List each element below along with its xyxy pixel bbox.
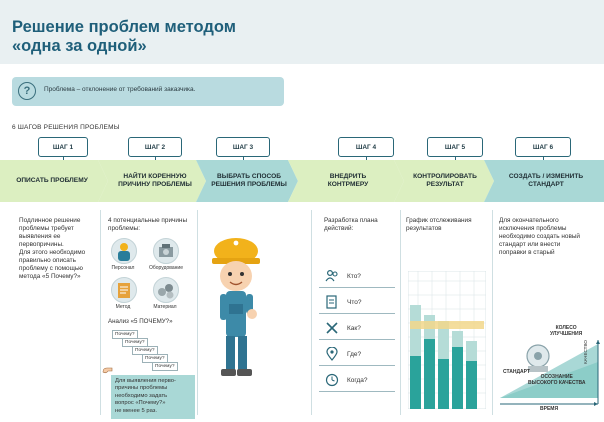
question-icon: ? xyxy=(18,82,36,100)
chart-bar xyxy=(438,359,449,409)
definition-text: Проблема – отклонение от требований заказчика. xyxy=(44,86,196,93)
material-icon xyxy=(153,277,179,303)
five-whys-title: Анализ «5 ПОЧЕМУ?» xyxy=(108,318,173,325)
question-underline xyxy=(319,339,395,340)
why-note-1: Почему? xyxy=(112,330,138,339)
steps-heading: 6 ШАГОВ РЕШЕНИЯ ПРОБЛЕМЫ xyxy=(12,124,120,131)
question-who-label: Кто? xyxy=(347,273,361,280)
question-underline xyxy=(319,287,395,288)
question-underline xyxy=(319,391,395,392)
clock-icon xyxy=(325,373,339,387)
step-2-intro: 4 потенциальные причины проблемы: xyxy=(108,217,188,232)
step-5-intro: График отслеживания результатов xyxy=(406,217,472,232)
five-whys-note: Для выявления перво- причины проблемы необходимо задать вопрос «Почему?» не менее 5 раз. xyxy=(111,375,195,419)
step-4-label: ВНЕДРИТЬ КОНТРМЕРУ xyxy=(327,173,369,188)
step-5-label: КОНТРОЛИРОВАТЬ РЕЗУЛЬТАТ xyxy=(413,173,477,188)
results-tracking-chart xyxy=(408,271,486,409)
why-note-4: Почему? xyxy=(142,354,168,363)
why-note-3: Почему? xyxy=(132,346,158,355)
step-6-tab: ШАГ 6 xyxy=(515,137,571,157)
page-title-line2: «одна за одной» xyxy=(12,37,147,55)
question-row-who xyxy=(319,269,399,291)
awareness-label: ОСОЗНАНИЕ ВЫСОКОГО КАЧЕСТВА xyxy=(528,374,586,386)
quality-axis-label: КАЧЕСТВО xyxy=(583,340,588,364)
chart-bar xyxy=(410,356,421,409)
step-2-label: НАЙТИ КОРЕННУЮ ПРИЧИНУ ПРОБЛЕМЫ xyxy=(118,173,192,188)
column-divider xyxy=(492,210,493,415)
step-3-tab: ШАГ 3 xyxy=(216,137,270,157)
definition-box xyxy=(12,77,284,106)
worker-illustration xyxy=(205,236,267,382)
time-axis-label: ВРЕМЯ xyxy=(540,406,559,412)
question-when-label: Когда? xyxy=(347,377,368,384)
cause-method-label: Метод xyxy=(115,304,131,310)
step-5-tab: ШАГ 5 xyxy=(427,137,483,157)
wheel-label: КОЛЕСО УЛУЧШЕНИЯ xyxy=(550,325,583,337)
cause-personnel-label: Персонал xyxy=(111,265,135,271)
column-divider xyxy=(311,210,312,415)
question-underline xyxy=(319,365,395,366)
method-icon xyxy=(111,277,137,303)
chart-bar xyxy=(466,361,477,409)
personnel-icon xyxy=(111,238,137,264)
question-row-what xyxy=(319,295,399,317)
question-where-label: Где? xyxy=(347,351,362,358)
why-note-5: Почему? xyxy=(152,362,178,371)
document-icon xyxy=(325,295,339,309)
why-note-2: Почему? xyxy=(122,338,148,347)
step-6-label: СОЗДАТЬ / ИЗМЕНИТЬ СТАНДАРТ xyxy=(508,173,584,188)
question-how-label: Как? xyxy=(347,325,361,332)
chart-bar xyxy=(424,339,435,409)
equipment-icon xyxy=(153,238,179,264)
page-title-line1: Решение проблем методом xyxy=(12,18,236,36)
column-divider xyxy=(197,210,198,415)
cause-material-label: Материал xyxy=(153,304,177,310)
location-pin-icon xyxy=(325,347,339,361)
chart-target-band xyxy=(410,321,484,329)
question-row-how xyxy=(319,321,399,343)
column-divider xyxy=(400,210,401,415)
step-4-intro: Разработка плана действий: xyxy=(324,217,378,232)
step-2-tab: ШАГ 2 xyxy=(128,137,182,157)
step-4-tab: ШАГ 4 xyxy=(338,137,394,157)
question-what-label: Что? xyxy=(347,299,362,306)
step-3-label: ВЫБРАТЬ СПОСОБ РЕШЕНИЯ ПРОБЛЕМЫ xyxy=(211,173,287,188)
step-1-description: Подлинное решение проблемы требует выявления ее первопричины. Для этого необходимо правильно описать проблему с помощью метода «5 Почему?» xyxy=(19,217,86,280)
chart-bar xyxy=(452,347,463,409)
tools-icon xyxy=(325,321,339,335)
people-icon xyxy=(325,269,339,283)
page-title xyxy=(12,18,236,56)
question-row-when xyxy=(319,373,399,395)
step-6-intro: Для окончательного исключения проблемы необходимо создать новый стандарт или внести поправки в старый xyxy=(499,217,580,256)
step-1-label: ОПИСАТЬ ПРОБЛЕМУ xyxy=(16,177,88,184)
column-divider xyxy=(100,210,101,415)
question-underline xyxy=(319,313,395,314)
cause-equipment-label: Оборудование xyxy=(148,265,183,271)
question-row-where xyxy=(319,347,399,369)
step-1-tab: ШАГ 1 xyxy=(38,137,88,157)
standard-label: СТАНДАРТ xyxy=(503,369,530,375)
